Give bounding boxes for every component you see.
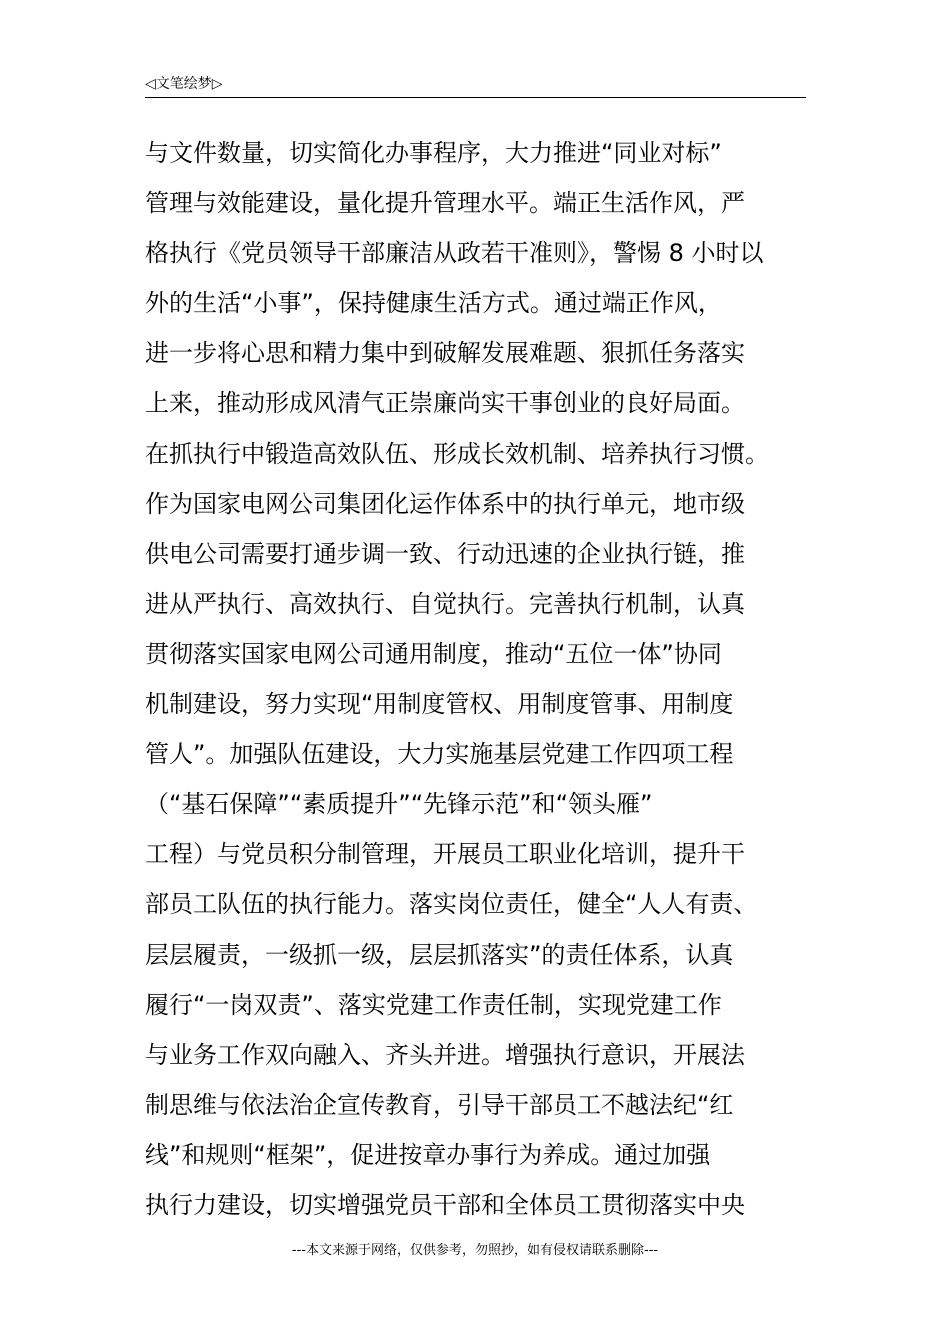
text-line: 履行“一岗双责”、落实党建工作责任制，实现党建工作 bbox=[145, 990, 722, 1019]
text-line: 部员工队伍的执行能力。落实岗位责任，健全“人人有责、 bbox=[145, 890, 758, 919]
footer-notice: ---本文来源于网络，仅供参考，勿照抄，如有侵权请联系删除--- bbox=[291, 1243, 659, 1258]
text-line: 线”和规则“框架”，促进按章办事行为养成。通过加强 bbox=[145, 1140, 711, 1169]
text-line: 贯彻落实国家电网公司通用制度，推动“五位一体”协同 bbox=[145, 639, 722, 668]
text-line: 层层履责，一级抓一级，层层抓落实”的责任体系，认真 bbox=[145, 940, 734, 969]
text-line: 管人”。加强队伍建设，大力实施基层党建工作四项工程 bbox=[145, 740, 734, 769]
text-line: 与文件数量，切实简化办事程序，大力推进“同业对标” bbox=[145, 139, 722, 167]
text-line: 供电公司需要打通步调一致、行动迅速的企业执行链，推 bbox=[145, 539, 745, 568]
text-line: 外的生活“小事”，保持健康生活方式。通过端正作风， bbox=[145, 289, 722, 318]
document-body bbox=[145, 128, 825, 1230]
text-line: 进一步将心思和精力集中到破解发展难题、狠抓任务落实 bbox=[145, 339, 745, 368]
text-line: 格执行《党员领导干部廉洁从政若干准则》，警惕 8 小时以 bbox=[145, 239, 764, 268]
text-line: 与业务工作双向融入、齐头并进。增强执行意识，开展法 bbox=[145, 1040, 745, 1069]
text-line: 进从严执行、高效执行、自觉执行。完善执行机制，认真 bbox=[145, 589, 745, 618]
text-line: 执行力建设，切实增强党员干部和全体员工贯彻落实中央 bbox=[145, 1190, 745, 1219]
text-line: 作为国家电网公司集团化运作体系中的执行单元，地市级 bbox=[145, 489, 745, 518]
text-line: 工程）与党员积分制管理，开展员工职业化培训，提升干 bbox=[145, 840, 745, 869]
text-line: 机制建设，努力实现“用制度管权、用制度管事、用制度 bbox=[145, 690, 734, 719]
text-line: 上来，推动形成风清气正崇廉尚实干事创业的良好局面。 bbox=[145, 389, 745, 418]
header-title: ◁文笔绘梦▷ bbox=[145, 76, 223, 92]
text-line: （“基石保障”“素质提升”“先锋示范”和“领头雁” bbox=[145, 790, 653, 819]
text-line: 在抓执行中锻造高效队伍、形成长效机制、培养执行习惯。 bbox=[145, 439, 769, 468]
text-line: 制思维与依法治企宣传教育，引导干部员工不越法纪“红 bbox=[145, 1090, 734, 1119]
page-header bbox=[145, 73, 806, 98]
text-line: 管理与效能建设，量化提升管理水平。端正生活作风，严 bbox=[145, 189, 745, 218]
